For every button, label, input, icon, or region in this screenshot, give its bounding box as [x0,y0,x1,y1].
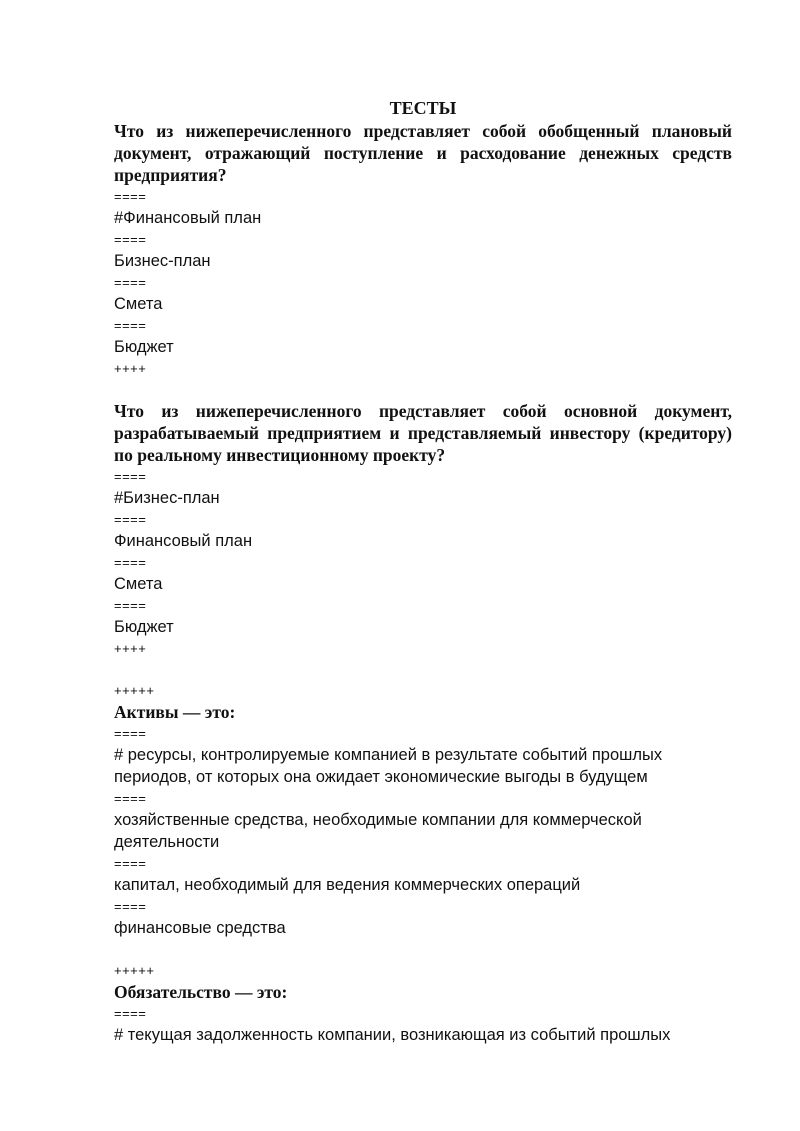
answer-option: хозяйственные средства, необходимые компании для коммерческой деятельности [114,811,642,851]
blank-line [114,379,732,400]
document-title: ТЕСТЫ [389,98,457,118]
blank-line [114,939,732,960]
separator-line: ==== [114,726,147,741]
answer-option: финансовые средства [114,919,286,937]
answer-option: #Бизнес-план [114,489,220,507]
separator-line: ==== [114,1006,147,1021]
separator-line: ==== [114,791,147,806]
question-text: Активы — это: [114,702,236,722]
separator-line: ==== [114,232,147,247]
separator-line: ++++ [114,641,147,656]
answer-option: Смета [114,295,163,313]
answer-option: Бизнес-план [114,252,211,270]
test-content [114,120,732,1046]
answer-option: # ресурсы, контролируемые компанией в результате событий прошлых периодов, от которых она ожидает экономические выгоды в будущем [114,746,663,786]
answer-option: Бюджет [114,618,174,636]
blank-line [114,659,732,680]
answer-option: #Финансовый план [114,209,262,227]
separator-line: ==== [114,469,147,484]
separator-line: ==== [114,899,147,914]
question-text: Обязательство — это: [114,982,288,1002]
answer-option: Смета [114,575,163,593]
separator-line: ==== [114,189,147,204]
separator-line: ==== [114,555,147,570]
question-text: Что из нижеперечисленного представляет собой основной документ, разрабатываемый предприятием и представляемый инвестору (кредитору) по реальному инвестиционному проекту? [114,401,732,465]
separator-line: +++++ [114,963,155,978]
separator-line: ==== [114,856,147,871]
separator-line: ==== [114,512,147,527]
separator-line: ++++ [114,361,147,376]
answer-option: Финансовый план [114,532,253,550]
document-page [114,96,732,1046]
separator-line: ==== [114,275,147,290]
separator-line: +++++ [114,683,155,698]
question-text: Что из нижеперечисленного представляет собой обобщенный плановый документ, отражающий поступление и расходование денежных средств предприятия? [114,121,732,185]
answer-option: капитал, необходимый для ведения коммерческих операций [114,876,581,894]
answer-option: # текущая задолженность компании, возникающая из событий прошлых [114,1026,671,1044]
separator-line: ==== [114,598,147,613]
answer-option: Бюджет [114,338,174,356]
separator-line: ==== [114,318,147,333]
